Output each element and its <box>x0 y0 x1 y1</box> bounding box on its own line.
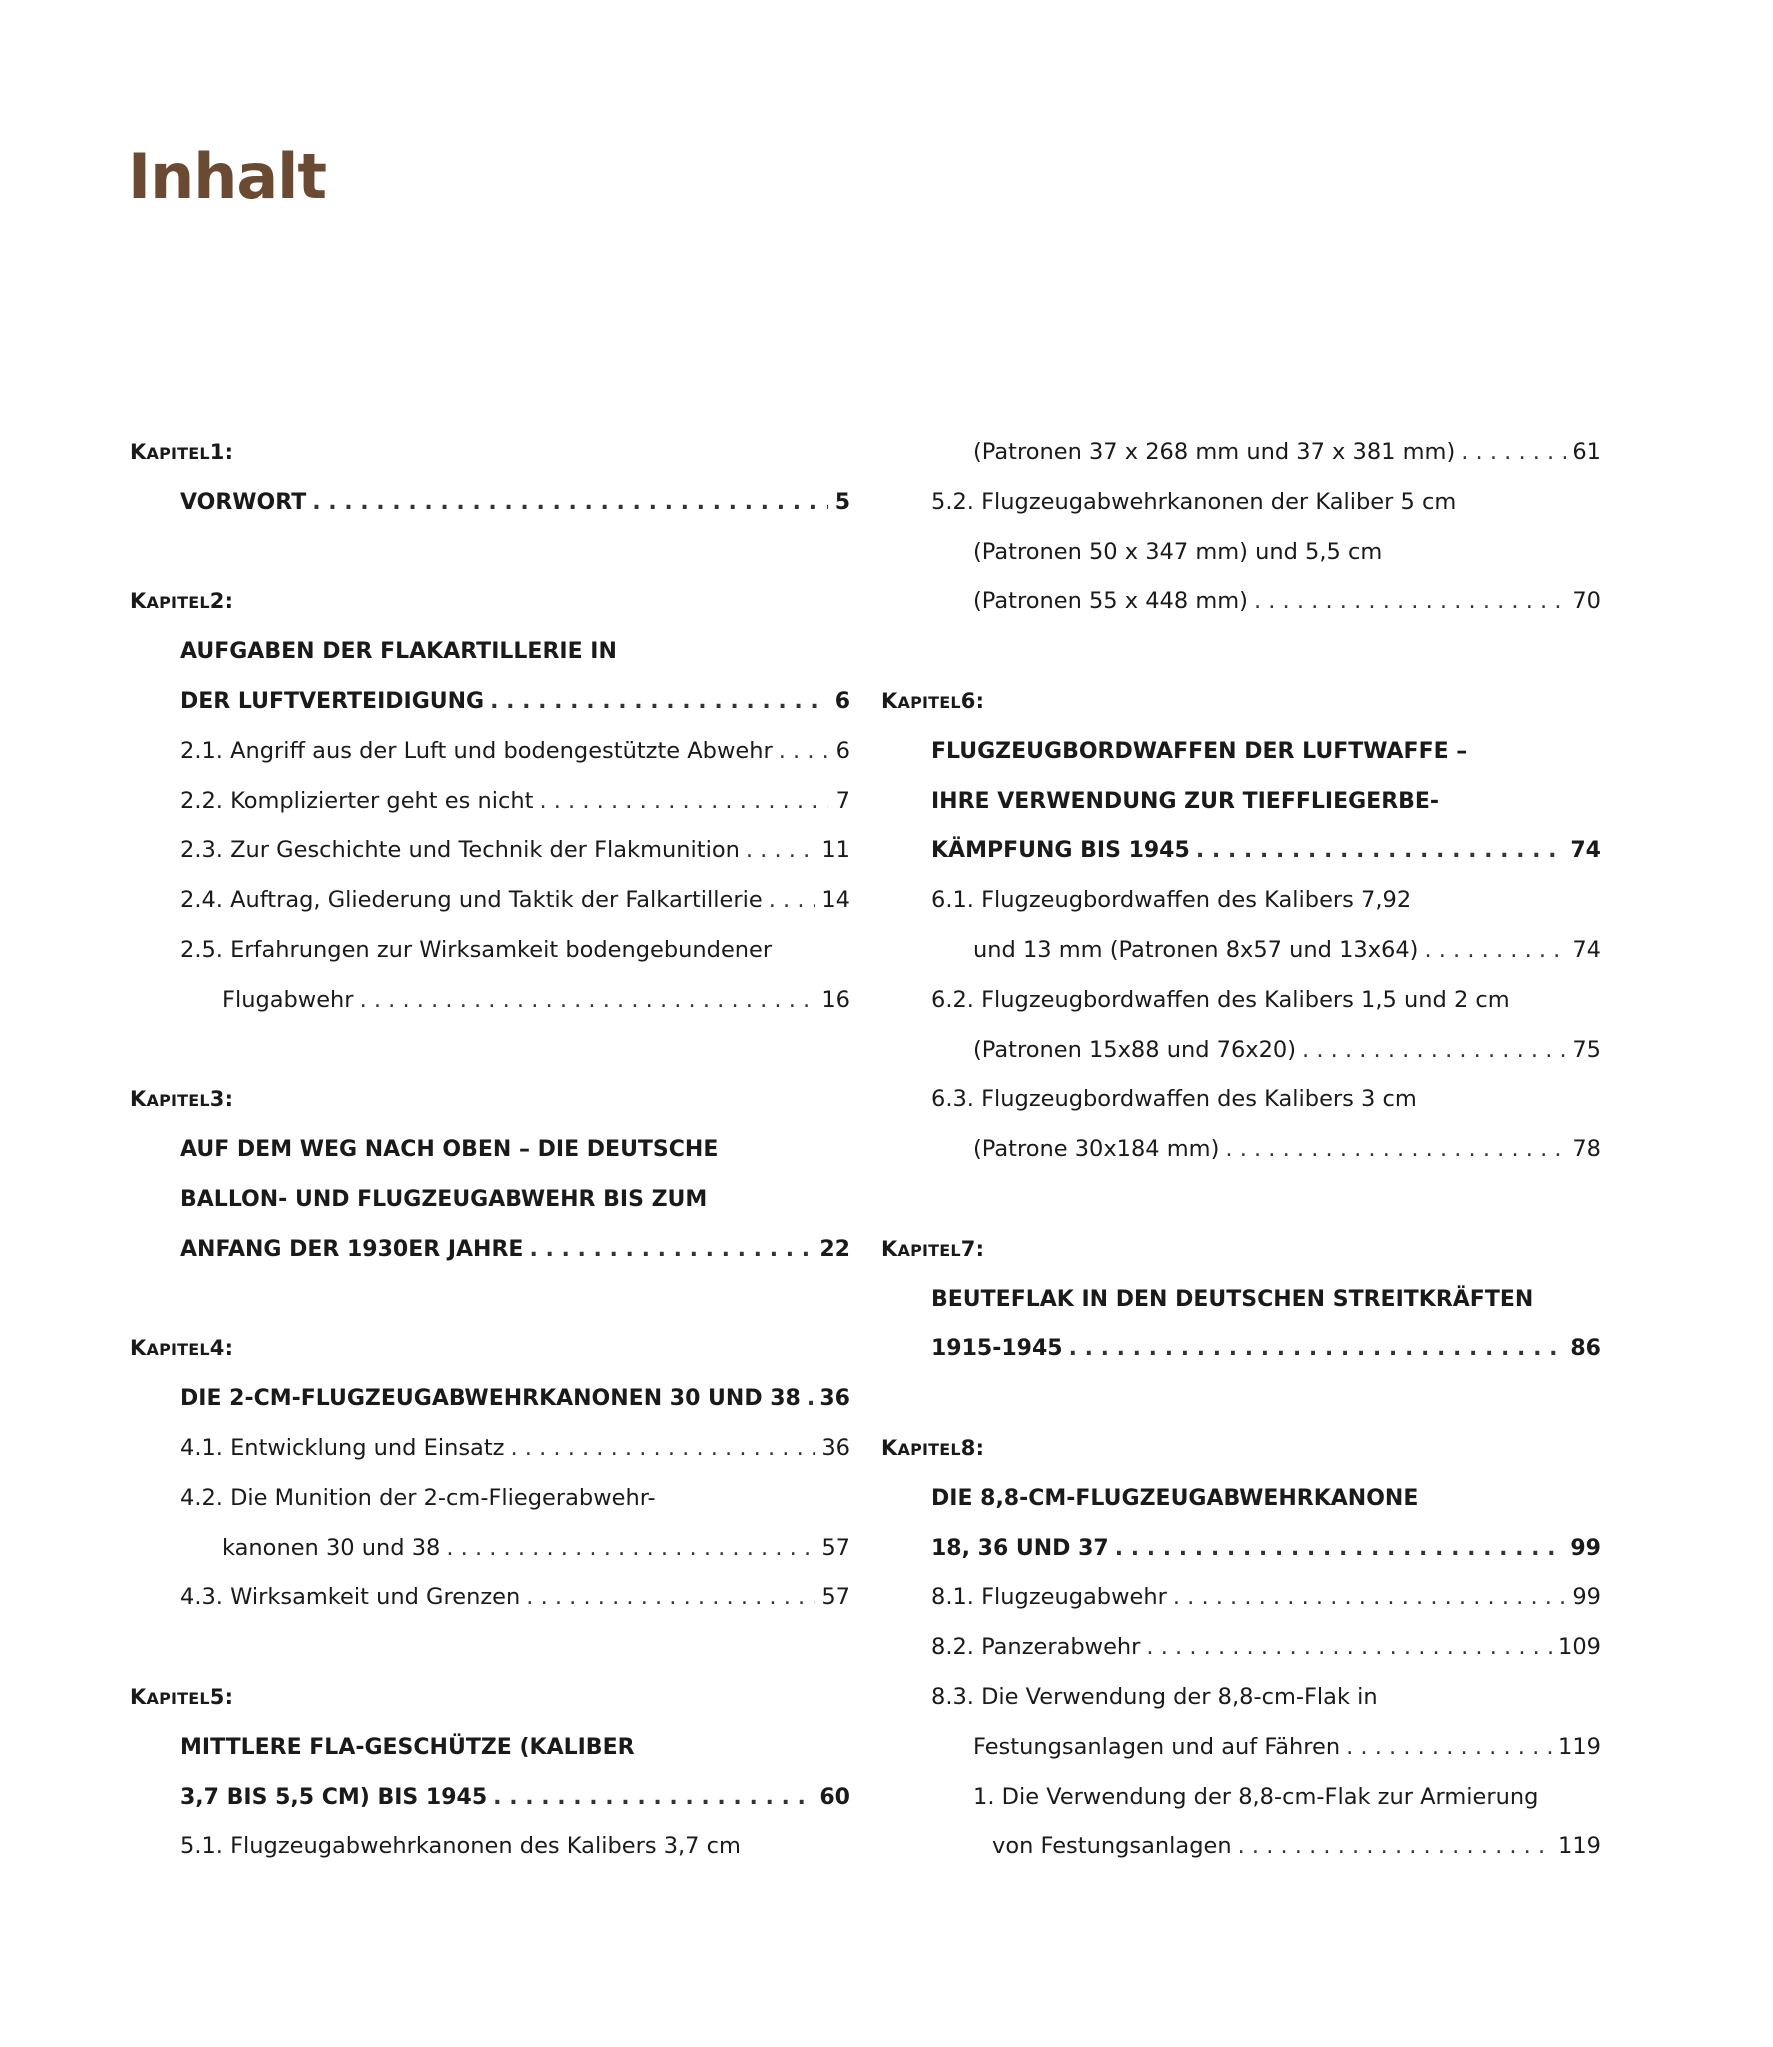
toc-entry-8-1[interactable] <box>881 1573 1601 1623</box>
chapter-label-text: APITEL <box>897 1439 961 1459</box>
entry-text: DIE 8,8-CM-FLUGZEUGABWEHRKANONE <box>931 1485 1419 1511</box>
entry-text: 4.2. Die Munition der 2-cm-Fliegerabwehr- <box>180 1484 656 1511</box>
chapter-label-text: K <box>130 589 147 614</box>
toc-entry-chapter-6[interactable] <box>881 826 1601 876</box>
chapter-label-text: K <box>130 1087 147 1112</box>
entry-text: BEUTEFLAK IN DEN DEUTSCHEN STREITKRÄFTEN <box>931 1286 1534 1312</box>
leader-dots <box>807 1374 814 1424</box>
chapter-6-label <box>881 677 1601 727</box>
chapter-label-text: APITEL <box>146 1688 210 1708</box>
toc-entry-6-3-line <box>881 1075 1601 1125</box>
entry-text: 2.4. Auftrag, Gliederung und Taktik der Falkartillerie <box>180 887 763 914</box>
toc-entry-chapter-7[interactable] <box>881 1324 1601 1374</box>
toc-entry-5-1[interactable] <box>881 428 1601 478</box>
entry-text: AUF DEM WEG NACH OBEN – DIE DEUTSCHE <box>180 1137 719 1163</box>
entry-text: (Patrone 30x184 mm) <box>973 1136 1220 1163</box>
toc-entry-4-1[interactable] <box>130 1424 850 1474</box>
toc-entry-8-3[interactable] <box>881 1723 1601 1773</box>
page-number: 57 <box>821 1534 850 1561</box>
entry-text: 4.1. Entwicklung und Einsatz <box>180 1434 505 1461</box>
chapter-label-text: 3: <box>209 1087 234 1112</box>
chapter-3-title-line <box>130 1175 850 1225</box>
chapter-label-text: APITEL <box>146 593 210 613</box>
toc-entry-4-2[interactable] <box>130 1524 850 1574</box>
entry-text: 6.3. Flugzeugbordwaffen des Kalibers 3 cm <box>931 1086 1417 1113</box>
chapter-label-text: APITEL <box>897 692 961 712</box>
chapter-label-text: APITEL <box>146 444 210 463</box>
page-number: 74 <box>1570 838 1601 864</box>
page-number: 74 <box>1572 936 1601 963</box>
entry-text: 2.1. Angriff aus der Luft und bodengestützte Abwehr <box>180 737 773 764</box>
leader-dots <box>510 1424 815 1474</box>
page-number: 22 <box>819 1236 850 1262</box>
toc-entry-2-4[interactable] <box>130 876 850 926</box>
page-number: 36 <box>819 1386 850 1412</box>
entry-text: 1915-1945 <box>931 1336 1063 1362</box>
page-title: Inhalt <box>128 140 327 213</box>
leader-dots <box>1069 1324 1565 1374</box>
chapter-3-label <box>130 1075 850 1125</box>
entry-text: ANFANG DER 1930ER JAHRE <box>180 1236 524 1262</box>
toc-right-column <box>881 428 1601 1872</box>
toc-entry-2-1[interactable] <box>130 727 850 777</box>
chapter-label-text: APITEL <box>146 1340 210 1360</box>
chapter-label-text: 1: <box>209 440 234 464</box>
toc-entry-vorwort[interactable] <box>130 478 850 528</box>
page-number: 57 <box>821 1584 850 1611</box>
section-spacer <box>130 1623 850 1673</box>
chapter-7-title-line <box>881 1275 1601 1325</box>
toc-entry-8-3-1-line <box>881 1773 1601 1823</box>
page-number: 99 <box>1572 1584 1601 1611</box>
chapter-label-text: 7: <box>960 1236 985 1261</box>
toc-entry-8-3-line <box>881 1673 1601 1723</box>
entry-text: (Patronen 50 x 347 mm) und 5,5 cm <box>973 538 1383 565</box>
toc-entry-chapter-5[interactable] <box>130 1773 850 1823</box>
entry-text: kanonen 30 und 38 <box>222 1534 441 1561</box>
leader-dots <box>493 1773 813 1823</box>
toc-entry-4-2-line <box>130 1474 850 1524</box>
entry-text: 2.5. Erfahrungen zur Wirksamkeit bodengebundener <box>180 936 773 963</box>
entry-text: 3,7 BIS 5,5 CM) BIS 1945 <box>180 1784 488 1810</box>
leader-dots <box>1196 826 1565 876</box>
toc-entry-2-2[interactable] <box>130 777 850 827</box>
entry-text: 5.1. Flugzeugabwehrkanonen des Kalibers 3,7 cm <box>180 1833 741 1860</box>
chapter-label-text: K <box>881 1236 898 1261</box>
entry-text: KÄMPFUNG BIS 1945 <box>931 838 1190 864</box>
chapter-label-text: K <box>881 688 898 713</box>
leader-dots <box>1254 577 1566 627</box>
entry-text: VORWORT <box>180 489 307 515</box>
entry-text: IHRE VERWENDUNG ZUR TIEFFLIEGERBE- <box>931 788 1440 814</box>
section-spacer <box>881 1175 1601 1225</box>
chapter-7-label <box>881 1225 1601 1275</box>
leader-dots <box>529 1225 813 1275</box>
leader-dots <box>1173 1573 1567 1623</box>
leader-dots <box>539 777 828 827</box>
entry-text: 5.2. Flugzeugabwehrkanonen der Kaliber 5 cm <box>931 488 1457 515</box>
leader-dots <box>312 478 828 528</box>
entry-text: Festungsanlagen und auf Fähren <box>973 1733 1341 1760</box>
entry-text: 6.2. Flugzeugbordwaffen des Kalibers 1,5 und 2 cm <box>931 986 1510 1013</box>
chapter-8-title-line <box>881 1474 1601 1524</box>
leader-dots <box>746 826 815 876</box>
entry-text: 8.2. Panzerabwehr <box>931 1634 1141 1661</box>
entry-text: 6.1. Flugzeugbordwaffen des Kalibers 7,92 <box>931 887 1412 914</box>
toc-entry-6-1[interactable] <box>881 926 1601 976</box>
leader-dots <box>1424 926 1566 976</box>
leader-dots <box>446 1524 815 1574</box>
page-number: 78 <box>1572 1136 1601 1163</box>
toc-entry-8-3-1[interactable] <box>881 1822 1601 1872</box>
entry-text: DER LUFTVERTEIDIGUNG <box>180 688 485 714</box>
leader-dots <box>769 876 816 926</box>
toc-entry-5-2[interactable] <box>881 577 1601 627</box>
leader-dots <box>1302 1026 1566 1076</box>
chapter-label-text: 6: <box>960 688 985 713</box>
entry-text: und 13 mm (Patronen 8x57 und 13x64) <box>973 936 1419 963</box>
page-number: 14 <box>821 887 850 914</box>
chapter-4-label <box>130 1324 850 1374</box>
toc-left-column <box>130 428 850 1872</box>
entry-text: 8.3. Die Verwendung der 8,8-cm-Flak in <box>931 1683 1378 1710</box>
toc-entry-6-3[interactable] <box>881 1125 1601 1175</box>
page-number: 16 <box>821 986 850 1013</box>
entry-text: 2.2. Komplizierter geht es nicht <box>180 787 534 814</box>
entry-text: FLUGZEUGBORDWAFFEN DER LUFTWAFFE – <box>931 738 1468 764</box>
page-number: 99 <box>1570 1535 1601 1561</box>
page-number: 7 <box>835 787 850 814</box>
leader-dots <box>1461 428 1566 478</box>
entry-text: BALLON- UND FLUGZEUGABWEHR BIS ZUM <box>180 1186 708 1212</box>
page-number: 70 <box>1572 588 1601 615</box>
leader-dots <box>1238 1822 1552 1872</box>
toc-entry-5-2-line <box>881 528 1601 578</box>
chapter-label-text: APITEL <box>146 1091 210 1111</box>
chapter-6-title-line <box>881 777 1601 827</box>
chapter-5-label <box>130 1673 850 1723</box>
chapter-label-text: K <box>881 1435 898 1460</box>
chapter-1-label <box>130 428 850 478</box>
entry-text: DIE 2-CM-FLUGZEUGABWEHRKANONEN 30 UND 38 <box>180 1386 801 1412</box>
chapter-5-title-line <box>130 1723 850 1773</box>
section-spacer <box>130 1026 850 1076</box>
toc-entry-6-2-line <box>881 976 1601 1026</box>
toc-entry-chapter-2[interactable] <box>130 677 850 727</box>
chapter-8-label <box>881 1424 1601 1474</box>
toc-entry-5-1-line <box>130 1822 850 1872</box>
toc-entry-6-1-line <box>881 876 1601 926</box>
entry-text: (Patronen 15x88 und 76x20) <box>973 1036 1297 1063</box>
leader-dots <box>490 677 828 727</box>
entry-text: 18, 36 UND 37 <box>931 1535 1109 1561</box>
entry-text: 2.3. Zur Geschichte und Technik der Flakmunition <box>180 837 740 864</box>
toc-entry-chapter-8[interactable] <box>881 1524 1601 1574</box>
chapter-2-title-line <box>130 627 850 677</box>
page-number: 6 <box>835 737 850 764</box>
chapter-label-text: APITEL <box>897 1240 961 1260</box>
leader-dots <box>1115 1524 1565 1574</box>
toc-entry-8-2[interactable] <box>881 1623 1601 1673</box>
leader-dots <box>1225 1125 1566 1175</box>
leader-dots <box>779 727 828 777</box>
page-number: 60 <box>819 1784 850 1810</box>
page-number: 61 <box>1572 439 1601 465</box>
toc-entry-2-3[interactable] <box>130 826 850 876</box>
chapter-label-text: K <box>130 1684 147 1709</box>
entry-text: 1. Die Verwendung der 8,8-cm-Flak zur Armierung <box>973 1783 1539 1810</box>
toc-entry-chapter-4[interactable] <box>130 1374 850 1424</box>
leader-dots <box>526 1573 815 1623</box>
chapter-2-label <box>130 577 850 627</box>
chapter-6-title-line <box>881 727 1601 777</box>
page-number: 75 <box>1572 1036 1601 1063</box>
leader-dots <box>360 976 816 1026</box>
toc-entry-6-2[interactable] <box>881 1026 1601 1076</box>
chapter-3-title-line <box>130 1125 850 1175</box>
page-number: 109 <box>1558 1634 1601 1661</box>
chapter-label-text: 5: <box>209 1684 234 1709</box>
section-spacer <box>881 627 1601 677</box>
toc-entry-2-5[interactable] <box>130 976 850 1026</box>
section-spacer <box>130 528 850 578</box>
page-number: 36 <box>821 1434 850 1461</box>
section-spacer <box>130 1275 850 1325</box>
page-number: 11 <box>821 837 850 864</box>
entry-text: (Patronen 55 x 448 mm) <box>973 588 1248 615</box>
toc-entry-5-2-line <box>881 478 1601 528</box>
chapter-label-text: 2: <box>209 589 234 614</box>
entry-text: (Patronen 37 x 268 mm und 37 x 381 mm) <box>973 439 1456 465</box>
toc-entry-chapter-3[interactable] <box>130 1225 850 1275</box>
entry-text: AUFGABEN DER FLAKARTILLERIE IN <box>180 639 617 665</box>
page-number: 6 <box>834 688 850 714</box>
entry-text: MITTLERE FLA-GESCHÜTZE (KALIBER <box>180 1734 635 1760</box>
page-number: 86 <box>1570 1336 1601 1362</box>
entry-text: Flugabwehr <box>222 986 354 1013</box>
leader-dots <box>1346 1723 1552 1773</box>
entry-text: von Festungsanlagen <box>992 1833 1232 1860</box>
chapter-label-text: 8: <box>960 1435 985 1460</box>
toc-entry-4-3[interactable] <box>130 1573 850 1623</box>
chapter-label-text: 4: <box>209 1336 234 1361</box>
chapter-label-text: K <box>130 440 147 464</box>
entry-text: 4.3. Wirksamkeit und Grenzen <box>180 1584 521 1611</box>
page-number: 119 <box>1558 1833 1601 1860</box>
chapter-label-text: K <box>130 1336 147 1361</box>
page-number: 119 <box>1558 1733 1601 1760</box>
entry-text: 8.1. Flugzeugabwehr <box>931 1584 1167 1611</box>
toc-entry-2-5-line <box>130 926 850 976</box>
leader-dots <box>1146 1623 1552 1673</box>
page-number: 5 <box>834 489 850 515</box>
section-spacer <box>881 1374 1601 1424</box>
